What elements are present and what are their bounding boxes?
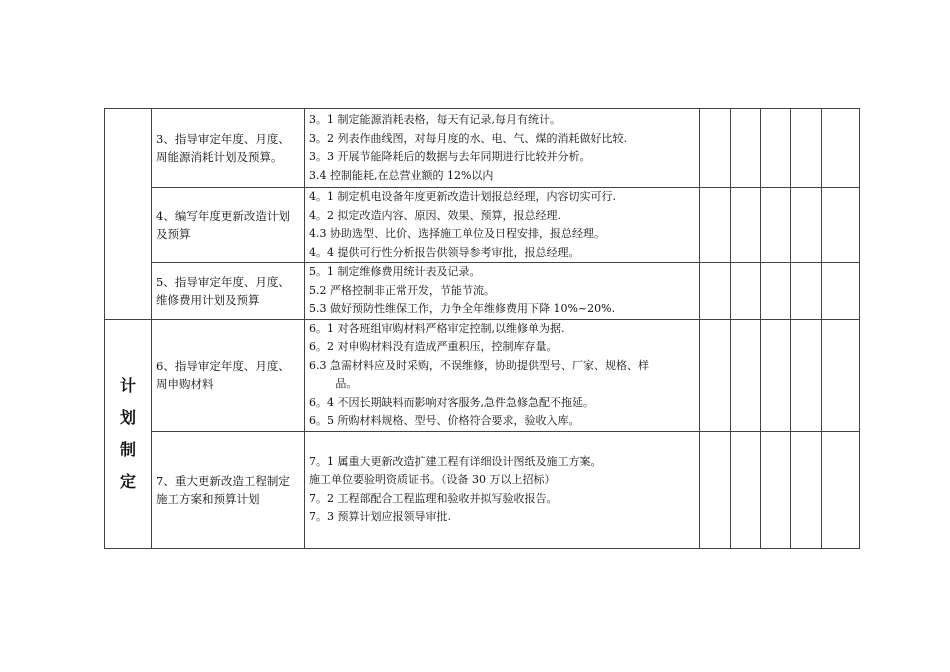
- table-row: [105, 431, 860, 548]
- detail-line: 7。2 工程部配合工程监理和验收并拟写验收报告。: [309, 491, 558, 505]
- task-text: 6、指导审定年度、月度、周申购材料: [156, 359, 290, 391]
- score-cell: [731, 319, 761, 431]
- category-cell-empty: [105, 109, 152, 320]
- detail-line: 7。1 属重大更新改造扩建工程有详细设计图纸及施工方案。: [309, 454, 602, 468]
- score-cell: [822, 319, 860, 431]
- score-cell: [822, 263, 860, 320]
- detail-cell: [305, 263, 700, 320]
- detail-line: 6。4 不因长期缺料而影响对客服务,急件急修急配不拖延。: [309, 395, 594, 409]
- score-cell: [700, 431, 731, 548]
- detail-line: 6。2 对申购材料没有造成严重积压，控制库存量。: [309, 340, 558, 353]
- category-char: 制: [119, 439, 136, 459]
- detail-line: 4。2 拟定改造内容、原因、效果、预算，报总经理.: [309, 208, 561, 222]
- score-cell: [822, 431, 860, 548]
- detail-line: 6。1 对各班组审购材料严格审定控制,以维修单为据.: [309, 321, 565, 335]
- task-text: 7、重大更新改造工程制定施工方案和预算计划: [156, 473, 290, 506]
- task-cell: [152, 431, 305, 548]
- score-cell: [731, 431, 761, 548]
- score-cell: [791, 109, 822, 188]
- score-cell: [731, 188, 761, 263]
- table-row: [105, 188, 860, 263]
- detail-line: 3。3 开展节能降耗后的数据与去年同期进行比较并分析。: [309, 150, 591, 163]
- detail-line: 5.3 做好预防性维保工作，力争全年维修费用下降 10%~20%.: [309, 302, 616, 315]
- score-cell: [761, 431, 791, 548]
- score-cell: [761, 319, 791, 431]
- detail-line: 7。3 预算计划应报领导审批.: [309, 510, 451, 523]
- score-cell: [731, 263, 761, 320]
- detail-line: 3.4 控制能耗,在总营业额的 12%以内: [309, 168, 494, 182]
- category-char: 计: [119, 375, 136, 395]
- detail-line: 5.2 严格控制非正常开发，节能节流。: [309, 283, 495, 297]
- category-char: 定: [119, 471, 136, 491]
- score-cell: [791, 431, 822, 548]
- detail-line: 4.3 协助选型、比价、选择施工单位及日程安排，报总经理。: [309, 227, 605, 240]
- score-cell: [761, 188, 791, 263]
- detail-line: 5。1 制定维修费用统计表及记录。: [309, 265, 481, 278]
- score-cell: [700, 109, 731, 188]
- detail-line: 3。1 制定能源消耗表格，每天有记录,每月有统计。: [309, 113, 561, 126]
- detail-line: 4。1 制定机电设备年度更新改造计划报总经理，内容切实可行.: [309, 190, 616, 203]
- table-row: [105, 263, 860, 320]
- score-cell: [761, 263, 791, 320]
- table-row: [105, 109, 860, 188]
- score-cell: [731, 109, 761, 188]
- table-row: [105, 319, 860, 431]
- detail-cell: [305, 431, 700, 548]
- task-text: 4、编写年度更新改造计划及预算: [156, 209, 290, 241]
- detail-line: 6。5 所购材料规格、型号、价格符合要求，验收入库。: [309, 414, 580, 427]
- score-cell: [791, 319, 822, 431]
- detail-cell: [305, 188, 700, 263]
- detail-cell: [305, 109, 700, 188]
- detail-line: 4。4 提供可行性分析报告供领导参考审批，报总经理。: [309, 245, 580, 259]
- task-cell: [152, 319, 305, 431]
- category-char: 划: [119, 407, 136, 427]
- detail-line: 施工单位要验明资质证书。（设备 30 万以上招标）: [309, 473, 556, 486]
- task-text: 5、指导审定年度、月度、维修费用计划及预算: [156, 274, 290, 307]
- score-cell: [791, 188, 822, 263]
- score-cell: [700, 188, 731, 263]
- score-cell: [700, 263, 731, 320]
- task-cell: [152, 263, 305, 320]
- detail-cell: [305, 319, 700, 431]
- score-cell: [791, 263, 822, 320]
- task-text: 3、指导审定年度、月度、周能源消耗计划及预算。: [156, 132, 290, 164]
- detail-line: 6.3 急需材料应及时采购，不误维修，协助提供型号、厂家、规格、样: [309, 358, 649, 372]
- category-cell: [105, 319, 152, 548]
- responsibility-table: [104, 108, 860, 549]
- category-label: [120, 370, 136, 498]
- score-cell: [700, 319, 731, 431]
- detail-line: 品。: [335, 377, 358, 390]
- task-cell: [152, 109, 305, 188]
- score-cell: [822, 109, 860, 188]
- score-cell: [822, 188, 860, 263]
- task-cell: [152, 188, 305, 263]
- score-cell: [761, 109, 791, 188]
- detail-line: 3。2 列表作曲线图，对每月度的水、电、气、煤的消耗做好比较.: [309, 131, 627, 145]
